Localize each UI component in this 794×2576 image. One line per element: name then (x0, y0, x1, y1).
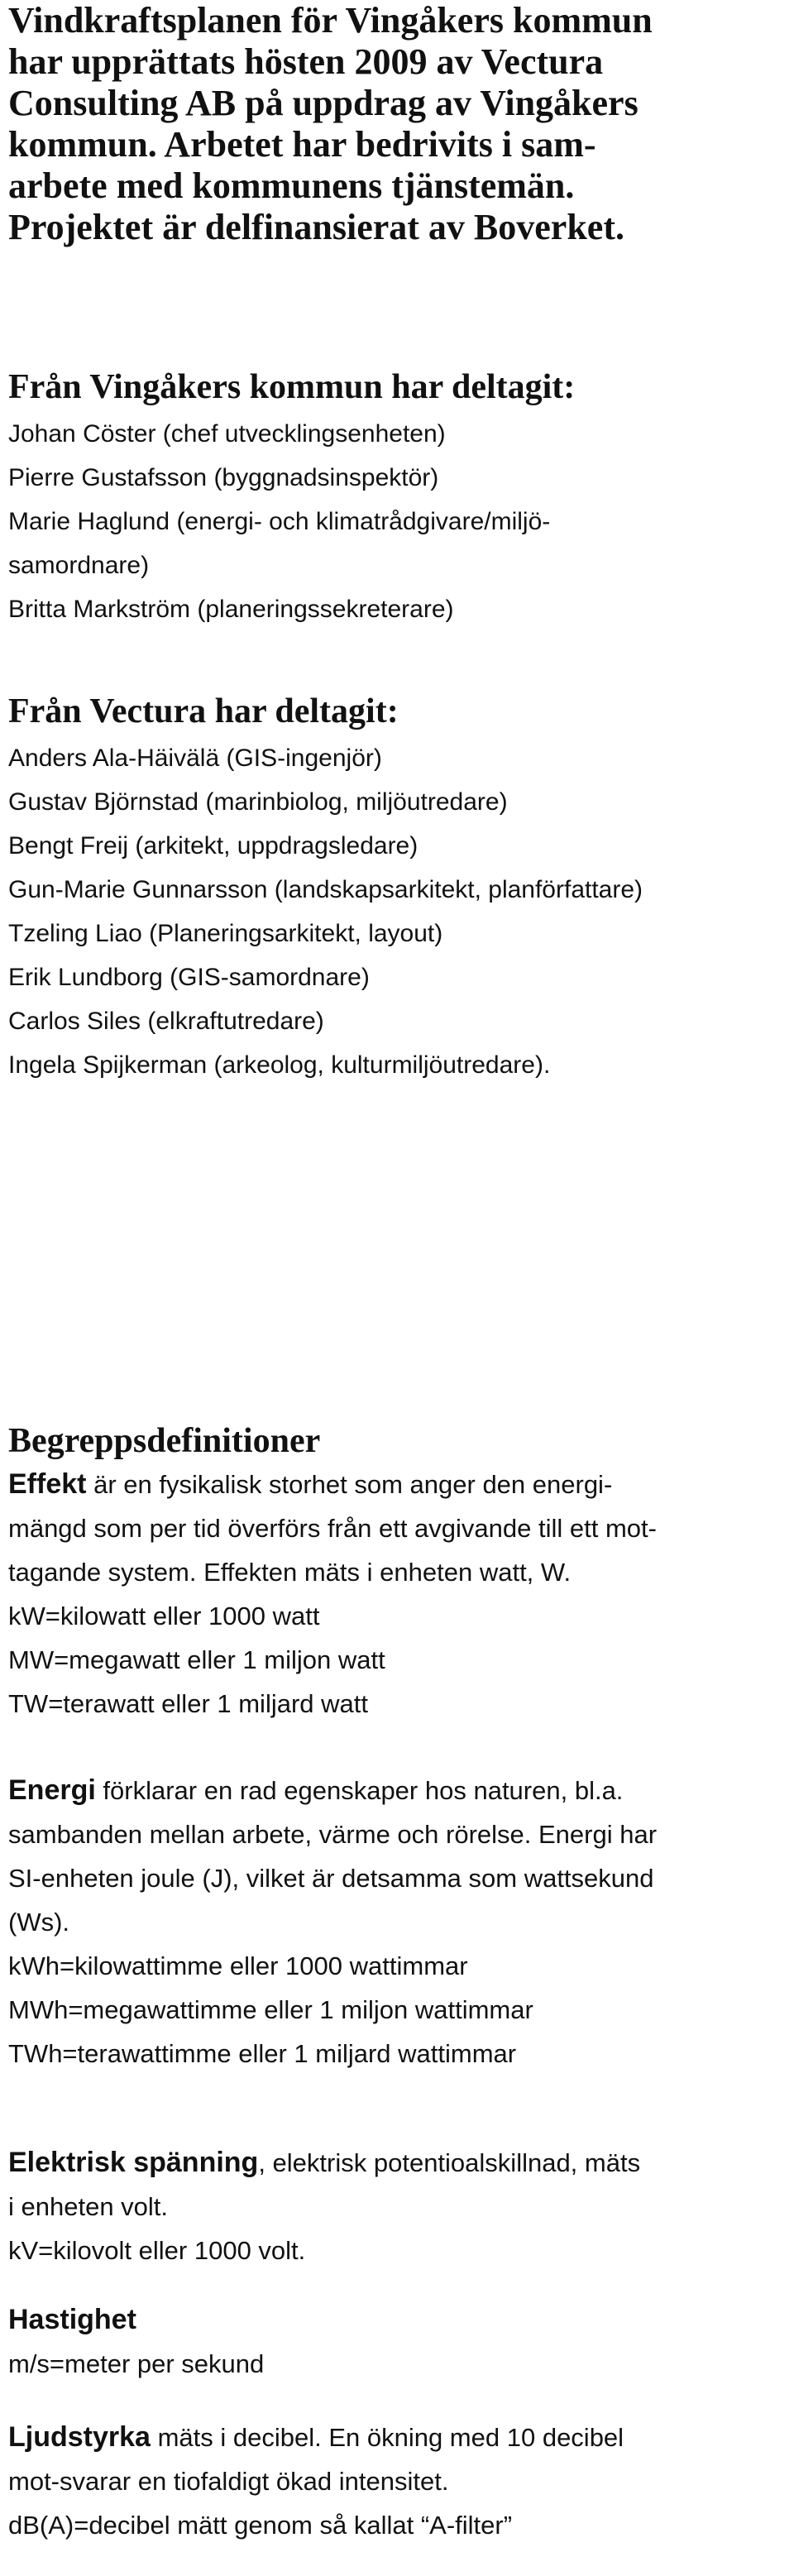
definition-text: , elektrisk potentioalskillnad, mäts (258, 2148, 641, 2177)
vectura-team-heading: Från Vectura har deltagit: (8, 692, 399, 730)
vingaker-team-heading: Från Vingåkers kommun har deltagit: (8, 368, 576, 406)
definition-text: MWh=megawattimme eller 1 miljon wattimmar (8, 1995, 533, 2024)
definition-text: i enheten volt. (8, 2192, 169, 2221)
intro-line: kommun. Arbetet har bedrivits i sam- (8, 124, 596, 165)
definition-text: TWh=terawattimme eller 1 miljard wattimmar (8, 2039, 517, 2068)
definition-text: mängd som per tid överförs från ett avgivande till ett mot- (8, 1514, 657, 1543)
intro-line: Projektet är delfinansierat av Boverket. (8, 207, 624, 247)
list-item: Johan Cöster (chef utvecklingsenheten) (8, 420, 446, 448)
definition-text: dB(A)=decibel mätt genom så kallat “A-filter” (8, 2511, 513, 2540)
term-energi: Energi (8, 1774, 96, 1806)
list-item: Tzeling Liao (Planeringsarkitekt, layout) (8, 920, 443, 947)
definition-text: m/s=meter per sekund (8, 2349, 265, 2378)
definitions-heading: Begreppsdefinitioner (8, 1422, 321, 1460)
term-effekt: Effekt (8, 1468, 87, 1500)
list-item: Bengt Freij (arkitekt, uppdragsledare) (8, 832, 419, 859)
definition-effekt (8, 1463, 786, 1726)
definition-text: tagande system. Effekten mäts i enheten watt, W. (8, 1558, 572, 1587)
intro-line: Consulting AB på uppdrag av Vingåkers (8, 83, 639, 123)
definition-ljudstyrka (8, 2416, 786, 2547)
list-item: Erik Lundborg (GIS-samordnare) (8, 964, 370, 991)
list-item: Marie Haglund (energi- och klimatrådgivare/miljö- (8, 508, 551, 535)
list-item: Ingela Spijkerman (arkeolog, kulturmiljöutredare). (8, 1051, 551, 1079)
definition-text: kWh=kilowattimme eller 1000 wattimmar (8, 1951, 468, 1980)
term-hastighet: Hastighet (8, 2304, 136, 2335)
definition-hastighet (8, 2298, 786, 2386)
definition-text: mot-svarar en tiofaldigt ökad intensitet. (8, 2467, 449, 2496)
definition-spanning (8, 2141, 786, 2272)
vectura-team-list (8, 736, 786, 1087)
list-item: Gustav Björnstad (marinbiolog, miljöutredare) (8, 788, 508, 816)
definition-text: är en fysikalisk storhet som anger den energi- (86, 1470, 613, 1499)
intro-line: arbete med kommunens tjänstemän. (8, 165, 575, 206)
list-item: samordnare) (8, 552, 150, 579)
definition-text: förklarar en rad egenskaper hos naturen, bl.a. (95, 1776, 624, 1805)
definition-text: sambanden mellan arbete, värme och rörelse. Energi har (8, 1820, 658, 1849)
vingaker-team-list (8, 412, 786, 631)
definition-text: MW=megawatt eller 1 miljon watt (8, 1645, 385, 1674)
term-ljudstyrka: Ljudstyrka (8, 2421, 151, 2453)
definition-text: (Ws). (8, 1908, 70, 1937)
list-item: Gun-Marie Gunnarsson (landskapsarkitekt, planförfattare) (8, 876, 643, 903)
definition-text: kV=kilovolt eller 1000 volt. (8, 2236, 306, 2265)
list-item: Britta Markström (planeringssekreterare) (8, 596, 454, 623)
list-item: Pierre Gustafsson (byggnadsinspektör) (8, 464, 439, 491)
intro-line: Vindkraftsplanen för Vingåkers kommun (8, 0, 653, 41)
definition-text: TW=terawatt eller 1 miljard watt (8, 1689, 368, 1718)
intro-line: har upprättats hösten 2009 av Vectura (8, 41, 604, 82)
definition-text: SI-enheten joule (J), vilket är detsamma som wattsekund (8, 1864, 654, 1893)
list-item: Anders Ala-Häivälä (GIS-ingenjör) (8, 745, 382, 772)
term-elektrisk-spanning: Elektrisk spänning (8, 2147, 259, 2178)
definition-text: mäts i decibel. En ökning med 10 decibel (150, 2423, 624, 2452)
definition-text: kW=kilowatt eller 1000 watt (8, 1602, 320, 1630)
list-item: Carlos Siles (elkraftutredare) (8, 1008, 324, 1035)
definition-energi (8, 1769, 786, 2076)
intro-paragraph (8, 0, 786, 248)
